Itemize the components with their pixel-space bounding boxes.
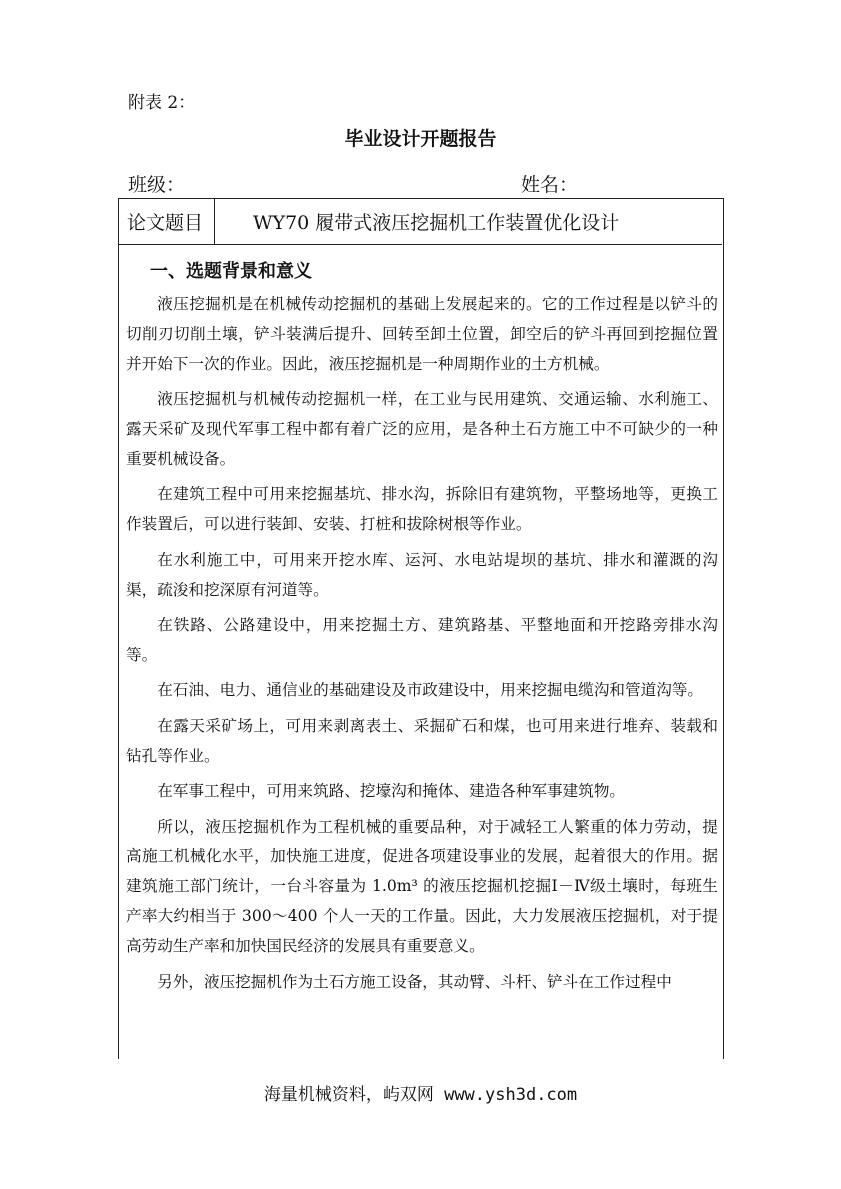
- paragraph: 在建筑工程中可用来挖掘基坑、排水沟，拆除旧有建筑物，平整场地等，更换工作装置后，可以进行装卸、安装、打桩和拔除树根等作业。: [126, 485, 718, 534]
- section-heading: 一、选题背景和意义: [150, 261, 312, 282]
- name-label: 姓名：: [521, 174, 579, 196]
- paragraph: 在露天采矿场上，可用来剥离表土、采掘矿石和煤，也可用来进行堆弃、装载和钻孔等作业。: [126, 716, 718, 765]
- attachment-label: 附表 2：: [128, 93, 196, 113]
- paragraph: 在水利施工中，可用来开挖水库、运河、水电站堤坝的基坑、排水和灌溉的沟渠，疏浚和挖深原有河道等。: [126, 550, 718, 599]
- class-label: 班级：: [128, 174, 186, 196]
- paragraph: 所以，液压挖掘机作为工程机械的重要品种，对于减轻工人繁重的体力劳动，提高施工机械化水平，加快施工进度，促进各项建设事业的发展，起着很大的作用。据建筑施工部门统计，一台斗容量为 1.0m³ 的液压挖掘机挖掘Ⅰ－Ⅳ级土壤时，每班生产率大约相当于 300～400 个人一天的工作量。因此，大力发展液压挖掘机，对于提高劳动生产率和加快国民经济的发展具有重要意义。: [126, 817, 718, 956]
- thesis-topic: WY70 履带式液压挖掘机工作装置优化设计: [253, 212, 620, 234]
- paragraph: 液压挖掘机是在机械传动挖掘机的基础上发展起来的。它的工作过程是以铲斗的切削刃切削土壤，铲斗装满后提升、回转至卸土位置，卸空后的铲斗再回到挖掘位置并开始下一次的作业。因此，液压挖掘机是一种周期作业的土方机械。: [126, 295, 718, 373]
- topic-label: 论文题目: [127, 212, 204, 234]
- paragraph: 在军事工程中，可用来筑路、挖壕沟和掩体、建造各种军事建筑物。: [157, 782, 626, 801]
- section-body: [126, 290, 718, 1003]
- paragraph: 在铁路、公路建设中，用来挖掘土方、建筑路基、平整地面和开挖路旁排水沟等。: [126, 616, 718, 664]
- paragraph: 液压挖掘机与机械传动挖掘机一样，在工业与民用建筑、交通运输、水利施工、露天采矿及现代军事工程中都有着广泛的应用，是各种土石方施工中不可缺少的一种重要机械设备。: [126, 390, 718, 469]
- paragraph: 另外，液压挖掘机作为土石方施工设备，其动臂、斗杆、铲斗在工作过程中: [157, 972, 672, 991]
- column-divider: [214, 198, 215, 244]
- footer-watermark: 海量机械资料，屿双网 www.ysh3d.com: [263, 1085, 578, 1105]
- paragraph: 在石油、电力、通信业的基础建设及市政建设中，用来挖掘电缆沟和管道沟等。: [157, 681, 703, 700]
- page-title: 毕业设计开题报告: [344, 128, 497, 150]
